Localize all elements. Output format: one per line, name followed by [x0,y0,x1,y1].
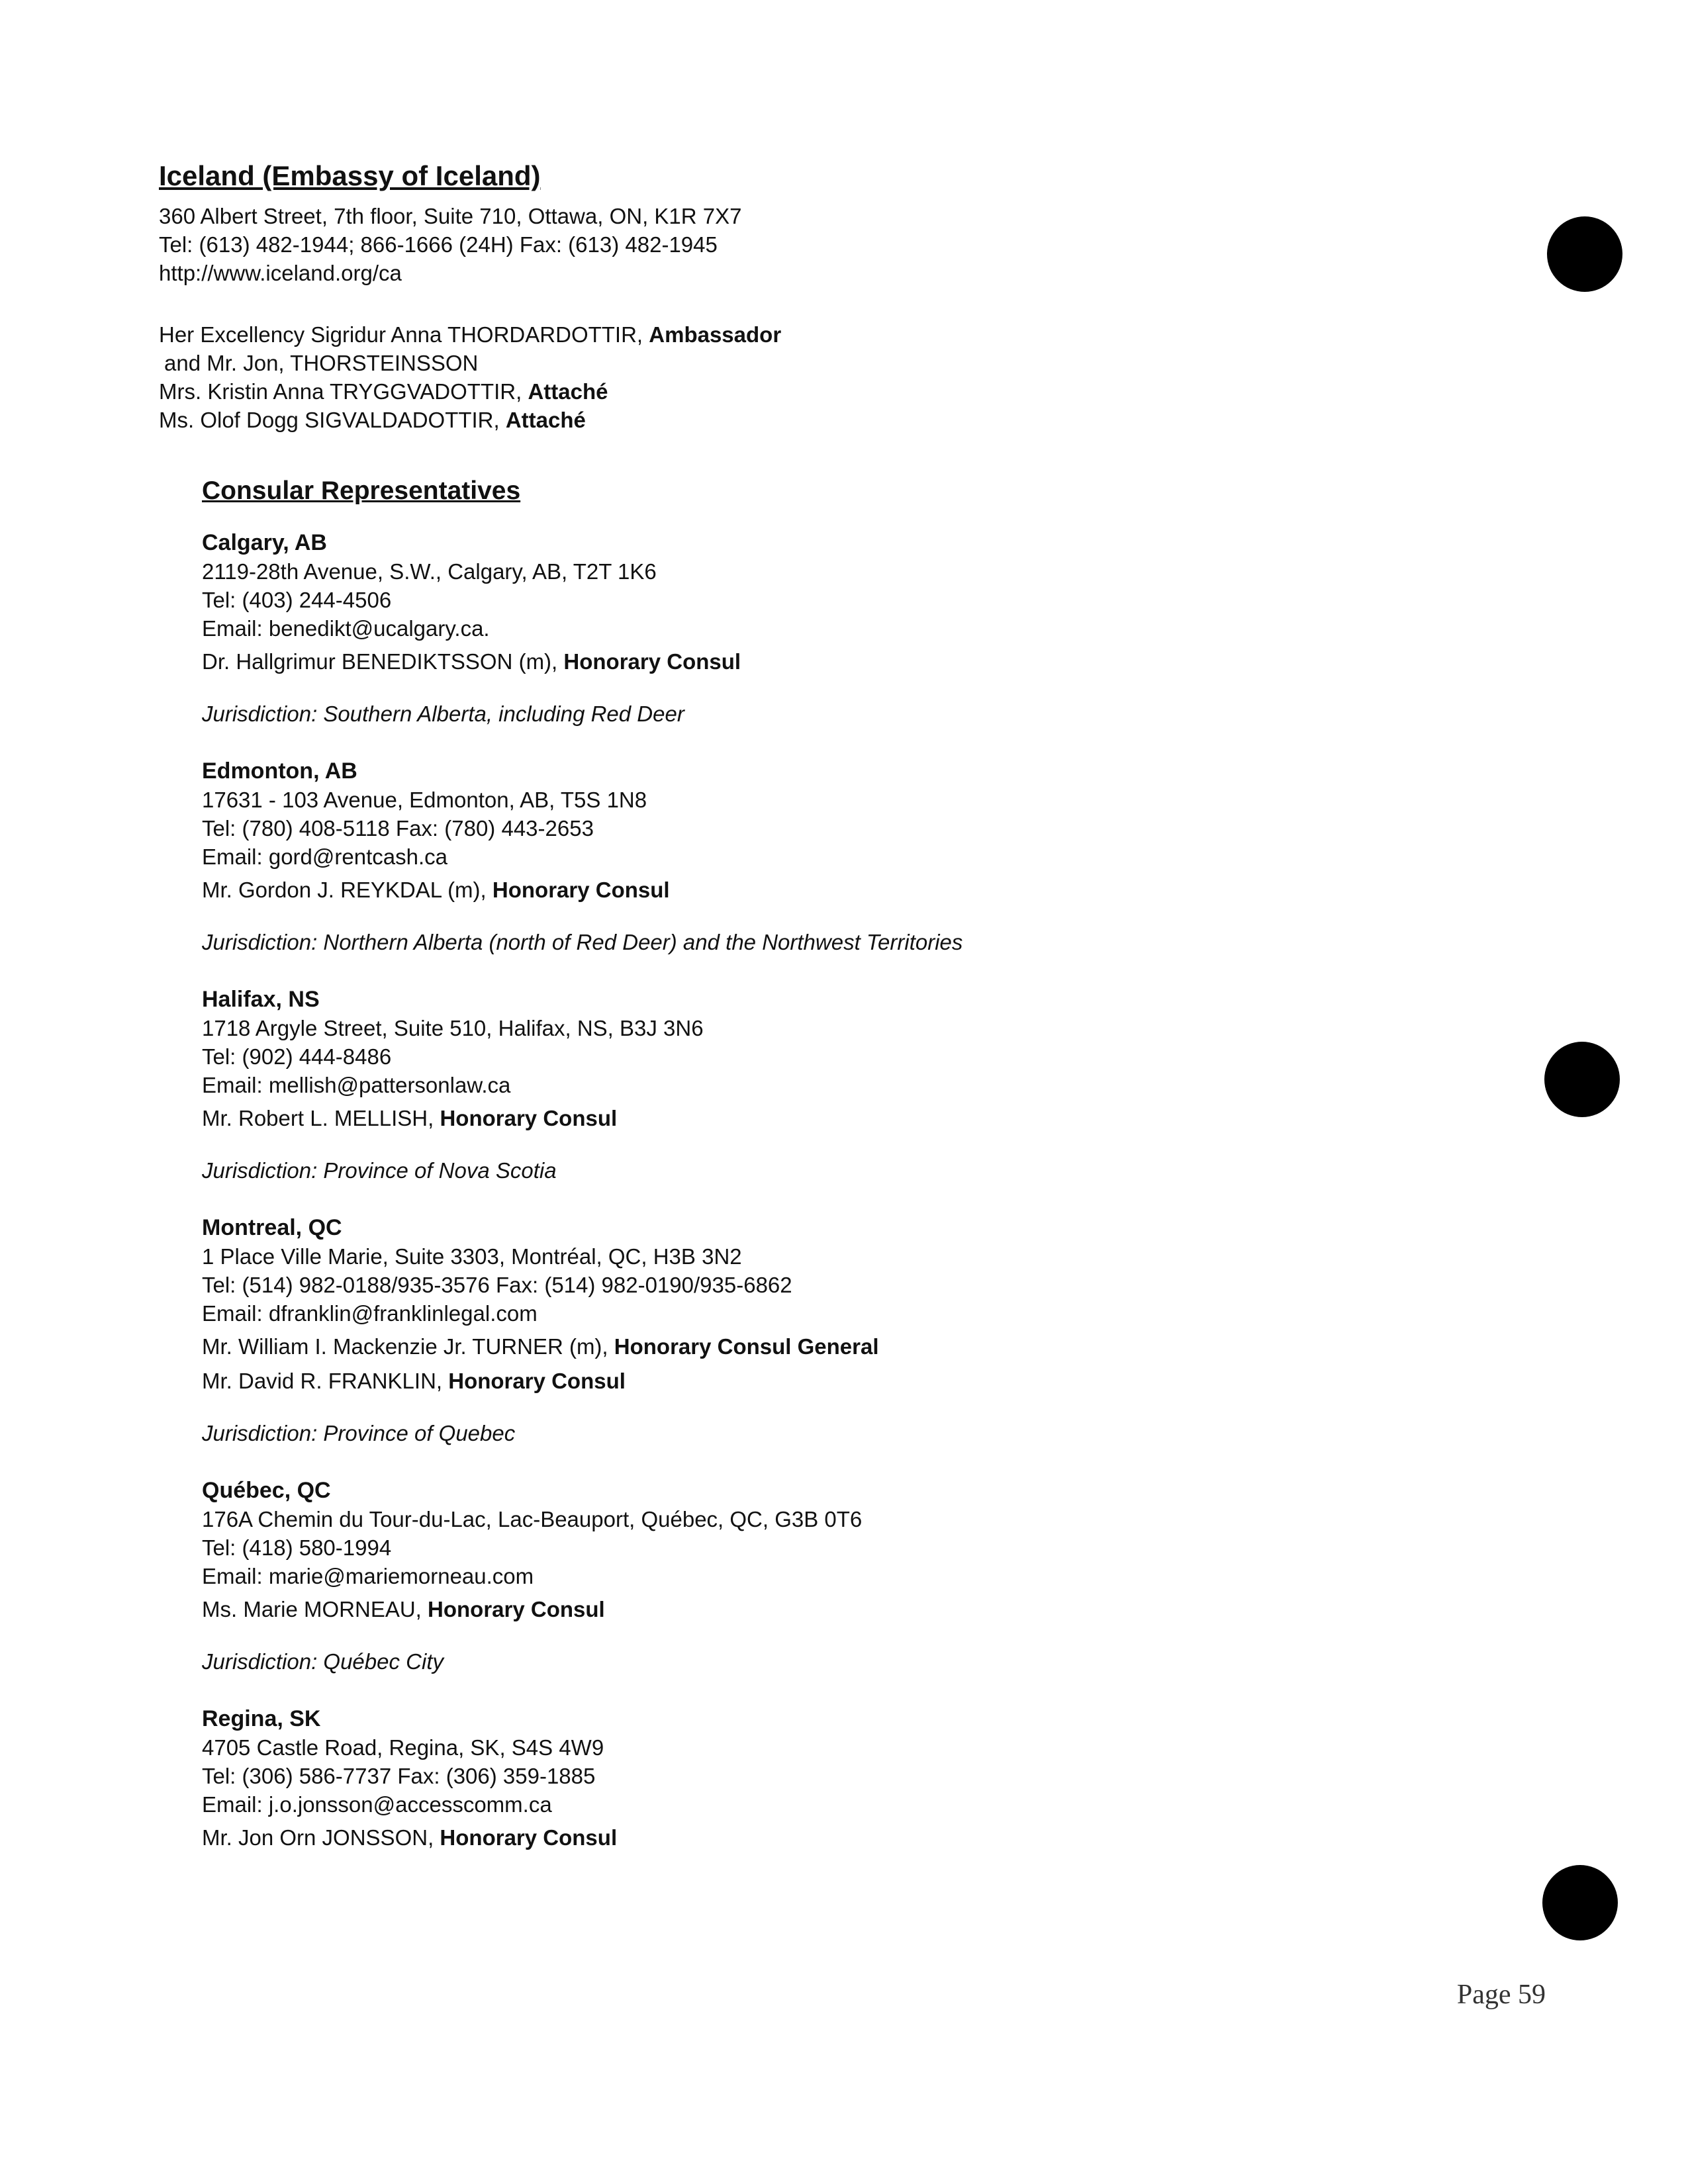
consular-office [202,528,1393,729]
consul-role: Honorary Consul [440,1825,618,1850]
office-phone: Tel: (306) 586-7737 Fax: (306) 359-1885 [202,1764,596,1788]
embassy-address: 360 Albert Street, 7th floor, Suite 710, Ottawa, ON, K1R 7X7 [159,204,742,228]
office-jurisdiction: Jurisdiction: Province of Quebec [202,1421,516,1445]
consul-line [202,1823,1393,1853]
consul-line [202,1594,1393,1625]
office-address: 2119-28th Avenue, S.W., Calgary, AB, T2T 1K6 [202,559,657,584]
punch-hole-middle [1544,1042,1620,1117]
staff-role: Attaché [505,408,586,432]
consul-role: Honorary Consul [448,1369,626,1393]
office-address: 17631 - 103 Avenue, Edmonton, AB, T5S 1N8 [202,788,647,812]
consul-line [202,1366,1393,1396]
office-jurisdiction: Jurisdiction: Southern Alberta, including Red Deer [202,702,684,726]
office-address: 1718 Argyle Street, Suite 510, Halifax, NS, B3J 3N6 [202,1016,704,1040]
office-phone: Tel: (902) 444-8486 [202,1044,392,1069]
consul-name: Ms. Marie MORNEAU, [202,1597,428,1621]
office-email: Email: benedikt@ucalgary.ca. [202,616,490,641]
staff-role: Attaché [528,379,608,404]
office-email: Email: mellish@pattersonlaw.ca [202,1073,511,1097]
embassy-website: http://www.iceland.org/ca [159,261,402,285]
office-address: 1 Place Ville Marie, Suite 3303, Montréal, QC, H3B 3N2 [202,1244,742,1269]
office-city: Montreal, QC [202,1215,342,1240]
consular-office [202,1213,1393,1448]
embassy-title: Iceland (Embassy of Iceland) [159,160,541,191]
office-jurisdiction: Jurisdiction: Québec City [202,1649,444,1674]
consular-office [202,985,1393,1185]
consul-line [202,1103,1393,1134]
consular-office [202,756,1393,957]
consul-role: Honorary Consul [563,649,741,674]
office-phone: Tel: (514) 982-0188/935-3576 Fax: (514) 982-0190/935-6862 [202,1273,792,1297]
consul-name: Mr. David R. FRANKLIN, [202,1369,449,1393]
consular-section [202,477,1393,1865]
staff-name: and Mr. Jon, THORSTEINSSON [164,351,479,375]
consul-name: Dr. Hallgrimur BENEDIKTSSON (m), [202,649,564,674]
consul-line [202,1332,1393,1362]
staff-line [159,406,1417,434]
consul-line [202,647,1393,677]
staff-name: Ms. Olof Dogg SIGVALDADOTTIR, [159,408,506,432]
office-phone: Tel: (780) 408-5118 Fax: (780) 443-2653 [202,816,594,841]
office-city: Québec, QC [202,1478,331,1503]
consular-office [202,1704,1393,1853]
consul-role: Honorary Consul [440,1106,618,1130]
office-phone: Tel: (403) 244-4506 [202,588,392,612]
office-email: Email: marie@mariemorneau.com [202,1564,534,1588]
consular-heading: Consular Representatives [202,477,521,505]
consul-name: Mr. Robert L. MELLISH, [202,1106,440,1130]
consul-role: Honorary Consul General [614,1334,879,1359]
punch-hole-top [1547,216,1622,292]
consul-role: Honorary Consul [428,1597,605,1621]
staff-line [159,377,1417,406]
staff-line [159,349,1417,377]
staff-name: Her Excellency Sigridur Anna THORDARDOTTIR, [159,322,649,347]
office-jurisdiction: Jurisdiction: Province of Nova Scotia [202,1158,557,1183]
spacer [159,287,1417,320]
consular-office [202,1476,1393,1676]
office-city: Calgary, AB [202,530,327,555]
embassy-section [159,162,1417,434]
office-city: Edmonton, AB [202,758,357,784]
office-email: Email: j.o.jonsson@accesscomm.ca [202,1792,552,1817]
office-email: Email: gord@rentcash.ca [202,844,447,869]
office-city: Halifax, NS [202,987,320,1012]
office-address: 176A Chemin du Tour-du-Lac, Lac-Beauport, Québec, QC, G3B 0T6 [202,1507,863,1531]
page-number: Page 59 [1456,1979,1546,2010]
consul-role: Honorary Consul [492,878,670,902]
embassy-phone: Tel: (613) 482-1944; 866-1666 (24H) Fax: (613) 482-1945 [159,232,718,257]
staff-role: Ambassador [649,322,782,347]
office-email: Email: dfranklin@franklinlegal.com [202,1301,538,1326]
staff-name: Mrs. Kristin Anna TRYGGVADOTTIR, [159,379,528,404]
consul-name: Mr. Jon Orn JONSSON, [202,1825,440,1850]
consul-name: Mr. Gordon J. REYKDAL (m), [202,878,492,902]
office-address: 4705 Castle Road, Regina, SK, S4S 4W9 [202,1735,604,1760]
office-jurisdiction: Jurisdiction: Northern Alberta (north of Red Deer) and the Northwest Territories [202,930,963,954]
punch-hole-bottom [1542,1865,1618,1940]
office-city: Regina, SK [202,1706,321,1731]
consul-line [202,875,1393,905]
consul-name: Mr. William I. Mackenzie Jr. TURNER (m), [202,1334,614,1359]
staff-line [159,320,1417,349]
office-phone: Tel: (418) 580-1994 [202,1535,392,1560]
